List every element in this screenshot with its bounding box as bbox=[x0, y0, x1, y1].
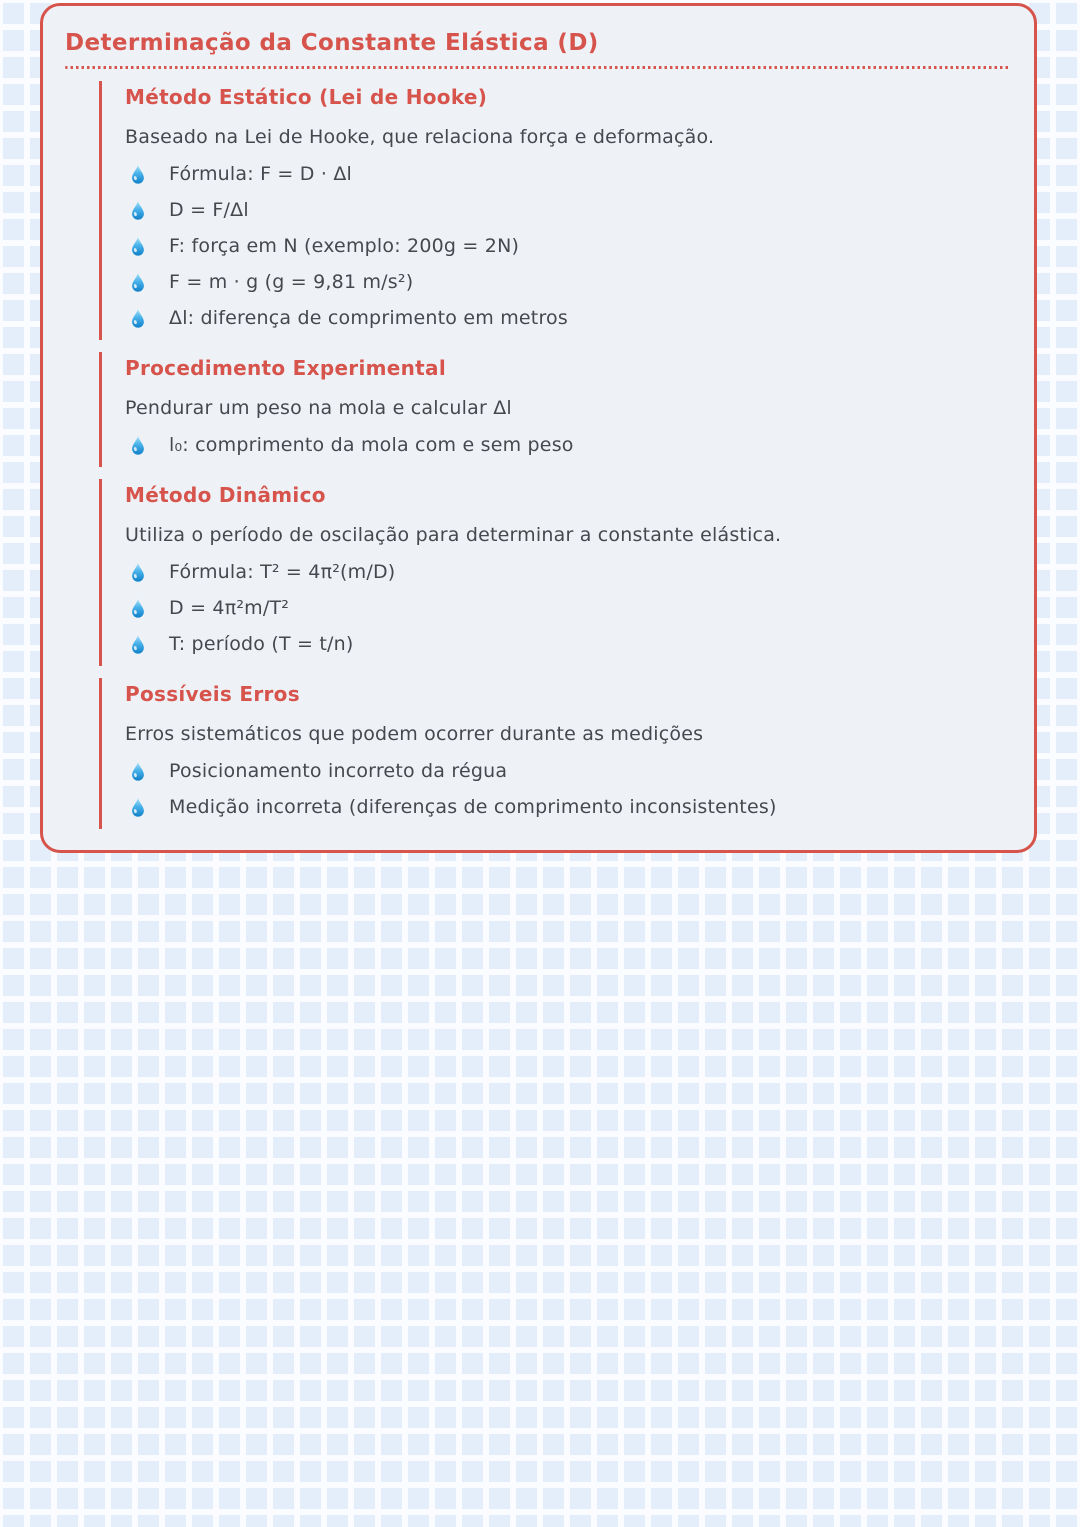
list-item bbox=[125, 759, 1010, 783]
note-card bbox=[40, 3, 1037, 853]
note-section bbox=[99, 479, 1010, 666]
list-item bbox=[125, 162, 1010, 186]
section-title: Possíveis Erros bbox=[125, 682, 300, 706]
list-item bbox=[125, 234, 1010, 258]
bullet-list bbox=[125, 162, 1010, 330]
sections bbox=[65, 81, 1010, 829]
water-drop-icon bbox=[130, 797, 146, 818]
list-item bbox=[125, 306, 1010, 330]
bullet-text: l₀: comprimento da mola com e sem peso bbox=[169, 434, 574, 456]
bullet-text: Posicionamento incorreto da régua bbox=[169, 760, 508, 782]
bullet-text: Fórmula: T² = 4π²(m/D) bbox=[169, 561, 396, 583]
page-title: Determinação da Constante Elástica (D) bbox=[65, 30, 599, 56]
bullet-list bbox=[125, 560, 1010, 656]
list-item bbox=[125, 198, 1010, 222]
water-drop-icon bbox=[130, 164, 146, 185]
water-drop-icon bbox=[130, 598, 146, 619]
section-intro: Pendurar um peso na mola e calcular Δl bbox=[125, 397, 512, 419]
list-item bbox=[125, 795, 1010, 819]
note-section bbox=[99, 678, 1010, 829]
list-item bbox=[125, 433, 1010, 457]
section-title: Procedimento Experimental bbox=[125, 356, 446, 380]
bullet-text: D = 4π²m/T² bbox=[169, 597, 290, 619]
bullet-list bbox=[125, 759, 1010, 819]
section-title: Método Estático (Lei de Hooke) bbox=[125, 85, 488, 109]
bullet-text: Δl: diferença de comprimento em metros bbox=[169, 307, 568, 329]
note-section bbox=[99, 81, 1010, 340]
bullet-text: Medição incorreta (diferenças de comprimento inconsistentes) bbox=[169, 796, 777, 818]
list-item bbox=[125, 596, 1010, 620]
bullet-text: T: período (T = t/n) bbox=[169, 633, 354, 655]
section-intro: Erros sistemáticos que podem ocorrer durante as medições bbox=[125, 723, 704, 745]
water-drop-icon bbox=[130, 562, 146, 583]
dotted-divider bbox=[65, 66, 1010, 69]
water-drop-icon bbox=[130, 761, 146, 782]
section-intro: Baseado na Lei de Hooke, que relaciona força e deformação. bbox=[125, 126, 715, 148]
section-title: Método Dinâmico bbox=[125, 483, 326, 507]
bullet-text: F: força em N (exemplo: 200g = 2N) bbox=[169, 235, 520, 257]
water-drop-icon bbox=[130, 272, 146, 293]
list-item bbox=[125, 632, 1010, 656]
water-drop-icon bbox=[130, 435, 146, 456]
section-intro: Utiliza o período de oscilação para determinar a constante elástica. bbox=[125, 524, 782, 546]
water-drop-icon bbox=[130, 200, 146, 221]
bullet-list bbox=[125, 433, 1010, 457]
water-drop-icon bbox=[130, 236, 146, 257]
water-drop-icon bbox=[130, 308, 146, 329]
water-drop-icon bbox=[130, 634, 146, 655]
list-item bbox=[125, 560, 1010, 584]
bullet-text: D = F/Δl bbox=[169, 199, 249, 221]
bullet-text: F = m · g (g = 9,81 m/s²) bbox=[169, 271, 414, 293]
note-section bbox=[99, 352, 1010, 467]
bullet-text: Fórmula: F = D · Δl bbox=[169, 163, 353, 185]
list-item bbox=[125, 270, 1010, 294]
